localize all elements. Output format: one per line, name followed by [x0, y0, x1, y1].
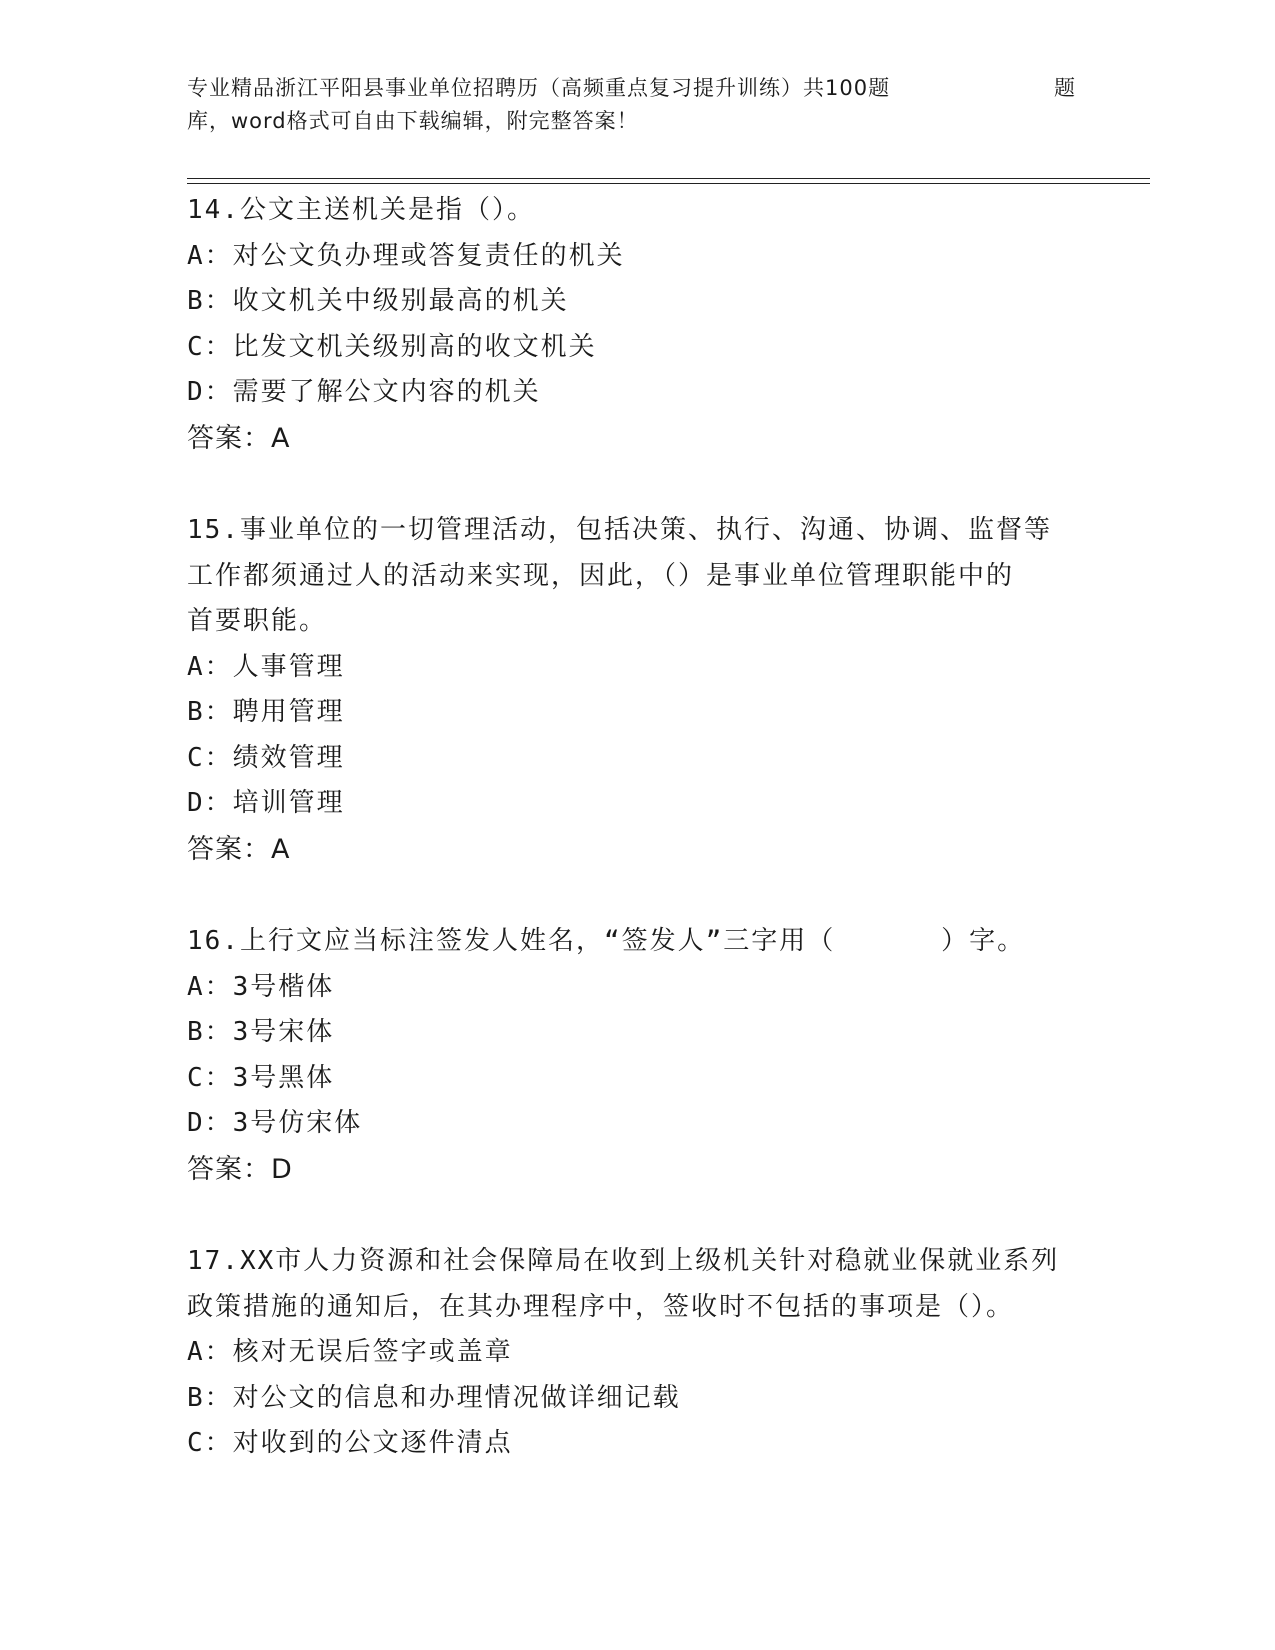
question-item: [187, 1239, 1087, 1467]
answer-option: D：3号仿宋体: [187, 1108, 363, 1138]
answer-option: A：3号楷体: [187, 971, 335, 1002]
answer-key: 答案：D: [187, 1153, 293, 1185]
answer-option: C：比发文机关级别高的收文机关: [187, 331, 597, 362]
answer-option: C：对收到的公文逐件清点: [187, 1428, 513, 1458]
header-line-1: [187, 72, 1087, 105]
question-stem-line: 工作都须通过人的活动来实现，因此，（）是事业单位管理职能中的: [187, 560, 1015, 591]
question-item: [187, 919, 1087, 1192]
answer-option: A：对公文负办理或答复责任的机关: [187, 240, 625, 271]
question-stem-line: 15.事业单位的一切管理活动，包括决策、执行、沟通、协调、监督等: [187, 515, 1052, 545]
question-stem-line: 首要职能。: [187, 606, 328, 636]
answer-option: B：对公文的信息和办理情况做详细记载: [187, 1382, 681, 1413]
header-divider-bottom: [187, 183, 1150, 184]
question-list: [187, 188, 1087, 1514]
header-line-2: 库，word格式可自由下载编辑，附完整答案！: [187, 109, 639, 133]
question-stem-line: 14.公文主送机关是指（）。: [187, 195, 535, 225]
answer-option: C：绩效管理: [187, 742, 345, 773]
header-divider-top: [187, 178, 1150, 179]
header-title-trail: 题: [1054, 76, 1076, 100]
answer-option: A：人事管理: [187, 651, 345, 682]
answer-option: C：3号黑体: [187, 1062, 335, 1093]
question-stem-line: 16.上行文应当标注签发人姓名，“签发人”三字用（ ）字。: [187, 926, 1026, 956]
answer-key: 答案：A: [187, 422, 291, 454]
answer-option: B：聘用管理: [187, 697, 345, 727]
question-stem-line: 政策措施的通知后，在其办理程序中，签收时不包括的事项是（）。: [187, 1291, 1015, 1322]
answer-option: B：收文机关中级别最高的机关: [187, 286, 569, 316]
question-stem-line: 17.XX市人力资源和社会保障局在收到上级机关针对稳就业保就业系列: [187, 1246, 1060, 1276]
question-item: [187, 188, 1087, 461]
document-header: [187, 72, 1087, 138]
answer-option: B：3号宋体: [187, 1017, 335, 1047]
answer-option: D：需要了解公文内容的机关: [187, 377, 541, 407]
answer-option: A：核对无误后签字或盖章: [187, 1337, 513, 1367]
answer-option: D：培训管理: [187, 788, 345, 818]
header-title: 专业精品浙江平阳县事业单位招聘历（高频重点复习提升训练）共100题: [187, 76, 891, 100]
answer-key: 答案：A: [187, 833, 291, 865]
question-item: [187, 508, 1087, 872]
